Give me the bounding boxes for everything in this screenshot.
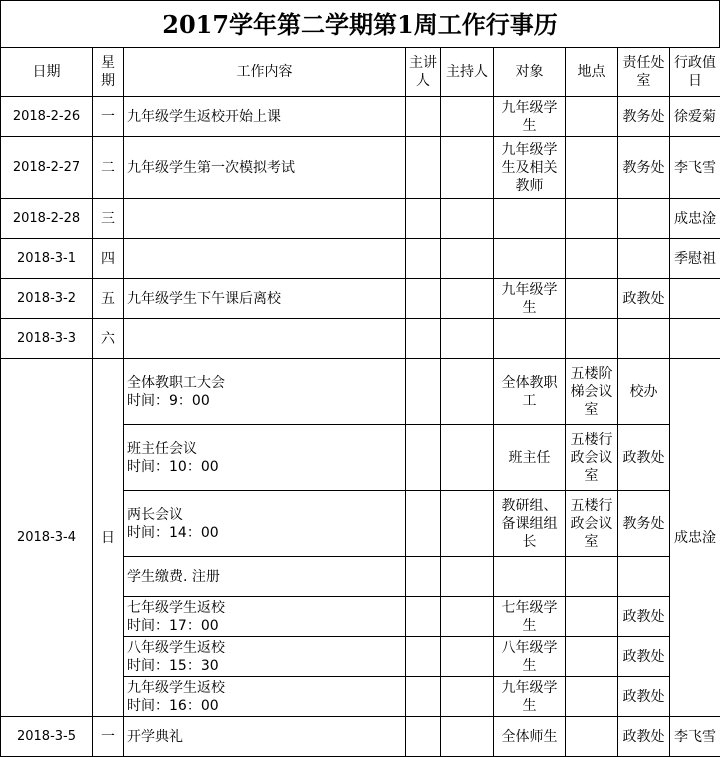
row-location	[566, 319, 618, 359]
row-weekday: 五	[93, 279, 124, 319]
row-location	[566, 97, 618, 137]
header-date: 日期	[1, 48, 93, 97]
row-target: 全体教职工	[494, 359, 566, 425]
row-dept	[618, 319, 670, 359]
header-duty: 行政值日	[670, 48, 720, 97]
header-host: 主持人	[441, 48, 494, 97]
table-row	[1, 279, 720, 319]
row-target: 七年级学生	[494, 597, 566, 637]
event-title: 九年级学生返校	[127, 679, 402, 697]
row-location	[566, 137, 618, 199]
table-row	[1, 319, 720, 359]
row-dept: 政教处	[618, 279, 670, 319]
row-host	[441, 597, 494, 637]
row-location: 五楼行政会议室	[566, 491, 618, 557]
row-location	[566, 279, 618, 319]
row-location	[566, 637, 618, 677]
header-location: 地点	[566, 48, 618, 97]
row-weekday: 三	[93, 199, 124, 239]
header-content: 工作内容	[124, 48, 406, 97]
row-dept: 政教处	[618, 637, 670, 677]
table-row	[1, 199, 720, 239]
row-content	[124, 359, 406, 425]
row-content	[124, 319, 406, 359]
row-host	[441, 677, 494, 717]
event-title: 八年级学生返校	[127, 639, 402, 657]
header-target: 对象	[494, 48, 566, 97]
row-target	[494, 557, 566, 597]
event-title: 班主任会议	[127, 440, 402, 458]
row-dept: 政教处	[618, 677, 670, 717]
row-content	[124, 239, 406, 279]
row-target: 九年级学生	[494, 279, 566, 319]
row-location: 五楼阶梯会议室	[566, 359, 618, 425]
row-duty: 李飞雪	[670, 717, 720, 757]
row-target: 九年级学生及相关教师	[494, 137, 566, 199]
row-host	[441, 319, 494, 359]
row-weekday: 二	[93, 137, 124, 199]
header-weekday: 星期	[93, 48, 124, 97]
row-target: 全体师生	[494, 717, 566, 757]
row-content	[124, 677, 406, 717]
row-speaker	[406, 319, 441, 359]
header-row	[1, 48, 720, 97]
row-content	[124, 199, 406, 239]
event-title: 两长会议	[127, 506, 402, 524]
row-host	[441, 491, 494, 557]
event-time: 时间：16：00	[127, 697, 402, 715]
row-date: 2018-3-3	[1, 319, 93, 359]
row-weekday: 六	[93, 319, 124, 359]
row-weekday: 一	[93, 717, 124, 757]
row-content	[124, 425, 406, 491]
table-row	[1, 717, 720, 757]
row-duty: 李飞雪	[670, 137, 720, 199]
row-dept: 政教处	[618, 425, 670, 491]
row-host	[441, 359, 494, 425]
event-time: 时间：14：00	[127, 524, 402, 542]
row-duty: 季慰祖	[670, 239, 720, 279]
row-dept: 校办	[618, 359, 670, 425]
row-duty: 成忠淦	[670, 199, 720, 239]
row-speaker	[406, 359, 441, 425]
row-speaker	[406, 637, 441, 677]
row-location	[566, 597, 618, 637]
row-speaker	[406, 137, 441, 199]
event-title: 七年级学生返校	[127, 599, 402, 617]
row-location	[566, 717, 618, 757]
row-speaker	[406, 597, 441, 637]
row-content	[124, 491, 406, 557]
row-speaker	[406, 97, 441, 137]
row-host	[441, 199, 494, 239]
row-duty	[670, 279, 720, 319]
row-content	[124, 597, 406, 637]
row-host	[441, 717, 494, 757]
row-host	[441, 637, 494, 677]
row-target	[494, 199, 566, 239]
row-duty: 成忠淦	[670, 359, 720, 717]
table-row	[1, 239, 720, 279]
row-date: 2018-3-5	[1, 717, 93, 757]
row-dept: 教务处	[618, 491, 670, 557]
row-host	[441, 97, 494, 137]
event-time: 时间：9：00	[127, 392, 402, 410]
row-speaker	[406, 491, 441, 557]
row-target: 九年级学生	[494, 677, 566, 717]
row-date: 2018-3-4	[1, 359, 93, 717]
row-location: 五楼行政会议室	[566, 425, 618, 491]
event-time: 时间：17：00	[127, 617, 402, 635]
row-content: 学生缴费. 注册	[124, 557, 406, 597]
row-location	[566, 239, 618, 279]
row-host	[441, 425, 494, 491]
row-target	[494, 319, 566, 359]
page-title: 2017学年第二学期第1周工作行事历	[0, 0, 720, 47]
row-target: 九年级学生	[494, 97, 566, 137]
row-dept	[618, 199, 670, 239]
event-time: 时间：10：00	[127, 458, 402, 476]
row-content: 九年级学生第一次模拟考试	[124, 137, 406, 199]
row-host	[441, 279, 494, 319]
row-location	[566, 677, 618, 717]
table-row	[1, 359, 720, 425]
row-speaker	[406, 239, 441, 279]
row-dept	[618, 557, 670, 597]
row-dept	[618, 239, 670, 279]
row-speaker	[406, 199, 441, 239]
row-location	[566, 557, 618, 597]
row-date: 2018-3-2	[1, 279, 93, 319]
row-weekday: 一	[93, 97, 124, 137]
row-dept: 教务处	[618, 97, 670, 137]
row-speaker	[406, 557, 441, 597]
row-target	[494, 239, 566, 279]
table-row	[1, 137, 720, 199]
row-dept: 政教处	[618, 717, 670, 757]
schedule-table	[0, 47, 720, 757]
row-date: 2018-2-27	[1, 137, 93, 199]
row-weekday: 四	[93, 239, 124, 279]
row-target: 班主任	[494, 425, 566, 491]
event-title: 全体教职工大会	[127, 374, 402, 392]
row-speaker	[406, 279, 441, 319]
row-content: 九年级学生下午课后离校	[124, 279, 406, 319]
row-dept: 政教处	[618, 597, 670, 637]
row-speaker	[406, 425, 441, 491]
row-target: 八年级学生	[494, 637, 566, 677]
row-date: 2018-3-1	[1, 239, 93, 279]
header-speaker: 主讲人	[406, 48, 441, 97]
table-row	[1, 97, 720, 137]
row-content: 九年级学生返校开始上课	[124, 97, 406, 137]
row-content: 开学典礼	[124, 717, 406, 757]
row-date: 2018-2-26	[1, 97, 93, 137]
row-speaker	[406, 677, 441, 717]
row-host	[441, 239, 494, 279]
row-host	[441, 137, 494, 199]
row-location	[566, 199, 618, 239]
row-dept: 教务处	[618, 137, 670, 199]
row-weekday: 日	[93, 359, 124, 717]
row-duty: 徐爱菊	[670, 97, 720, 137]
row-duty	[670, 319, 720, 359]
row-date: 2018-2-28	[1, 199, 93, 239]
row-speaker	[406, 717, 441, 757]
row-target: 教研组、备课组组长	[494, 491, 566, 557]
event-time: 时间：15：30	[127, 657, 402, 675]
row-host	[441, 557, 494, 597]
header-dept: 责任处室	[618, 48, 670, 97]
row-content	[124, 637, 406, 677]
